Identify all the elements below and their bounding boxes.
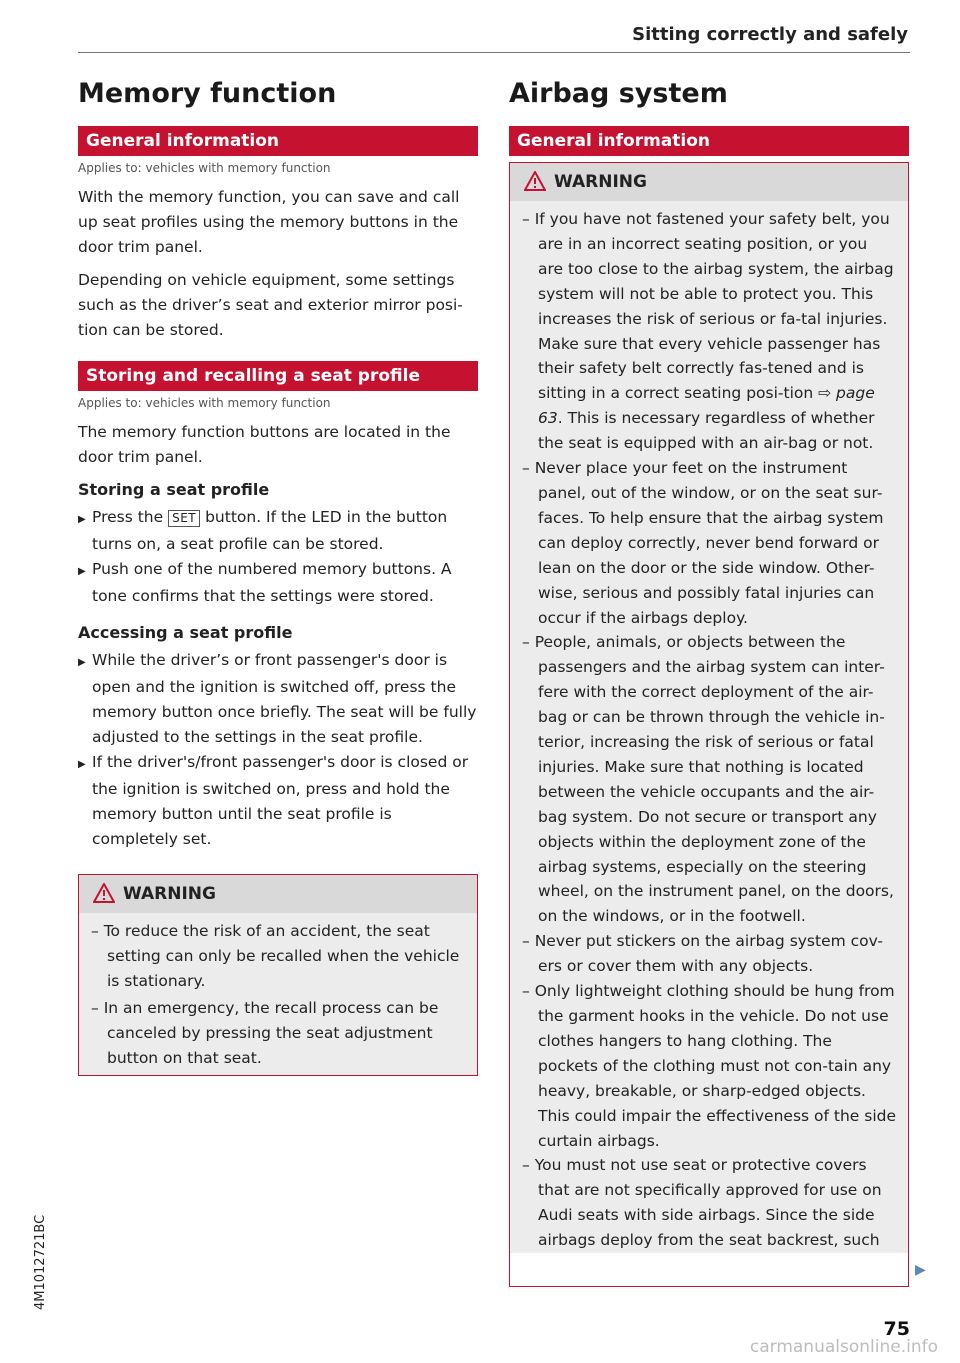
applies-to-note: Applies to: vehicles with memory function (78, 396, 331, 410)
triangle-bullet-icon: ▶ (78, 514, 86, 525)
step-text: Push one of the numbered memory buttons. A tone confirms that the settings were stored. (92, 560, 452, 605)
airbag-system-title: Airbag system (509, 78, 728, 109)
warning-label: WARNING (554, 172, 647, 192)
accessing-subheading: Accessing a seat profile (78, 623, 293, 642)
warning-text: Never place your feet on the instrument panel, out of the window, or on the seat sur-faces. To help ensure that the airbag system can deploy correctly, never bend forward or lean on the door or the side window. Other-wise, serious and possibly fatal injuries can occur if the airbags deploy. (534, 459, 884, 627)
triangle-bullet-icon: ▶ (78, 759, 86, 770)
warning-body (510, 201, 908, 1253)
side-code-text: 4M1012721BC (33, 1214, 48, 1310)
storing-subheading: Storing a seat profile (78, 480, 270, 499)
watermark: carmanualsonline.info (749, 1337, 938, 1357)
storing-recalling-heading: Storing and recalling a seat profile (78, 361, 478, 391)
triangle-bullet-icon: ▶ (78, 566, 86, 577)
triangle-bullet-icon: ▶ (78, 657, 86, 668)
warning-header (79, 875, 477, 913)
set-key: SET (168, 510, 200, 527)
warning-item: – In an emergency, the recall process can be canceled by pressing the seat adjustment button on that seat. (91, 999, 439, 1067)
memory-function-title: Memory function (78, 78, 337, 109)
warning-triangle-icon (93, 883, 115, 903)
warning-text: In an emergency, the recall process can be canceled by pressing the seat adjustment button on that seat. (103, 999, 439, 1067)
paragraph: Depending on vehicle equipment, some settings such as the driver’s seat and exterior mirror posi-tion can be stored. (78, 271, 463, 339)
warning-text: Only lightweight clothing should be hung from the garment hooks in the vehicle. Do not use clothes hangers to hang clothing. The pockets of the clothing must not con-tain any heavy, breakable, or sharp-edged objects. This could impair the effectiveness of the side curtain airbags. (534, 982, 897, 1150)
warning-item: – You must not use seat or protective covers that are not specifically approved for use on Audi seats with side airbags. Since the side airbags deploy from the seat backrest, such (522, 1156, 882, 1250)
paragraph: With the memory function, you can save and call up seat profiles using the memory buttons in the door trim panel. (78, 188, 460, 256)
warning-item: – To reduce the risk of an accident, the seat setting can only be recalled when the vehicle is stationary. (91, 922, 460, 990)
step-item (78, 648, 478, 750)
warning-text: You must not use seat or protective covers that are not specifically approved for use on Audi seats with side airbags. Since the side airbags deploy from the seat backrest, such (534, 1156, 882, 1250)
warning-item: – Never place your feet on the instrument panel, out of the window, or on the seat sur-faces. To help ensure that the airbag system can deploy correctly, never bend forward or lean on the door or the side window. Other-wise, serious and possibly fatal injuries can occur if the airbags deploy. (522, 459, 884, 627)
warning-triangle-icon (524, 171, 546, 191)
left-column (78, 70, 478, 1076)
step-text: Press the (92, 508, 164, 526)
running-header: Sitting correctly and safely (632, 24, 908, 45)
warning-box (78, 874, 478, 1076)
page-reference-link[interactable]: ⇨ page 63 (538, 384, 875, 428)
warning-text: . This is necessary regardless of whether the seat is equipped with an air-bag or not. (538, 409, 875, 453)
step-item (78, 750, 478, 852)
step-item (78, 557, 478, 609)
step-text: While the driver’s or front passenger's door is open and the ignition is switched off, press the memory button once briefly. The seat will be fully adjusted to the settings in the seat profile. (92, 651, 477, 746)
general-information-heading: General information (509, 126, 909, 156)
warning-text: Never put stickers on the airbag system cov-ers or cover them with any objects. (534, 932, 884, 976)
warning-item: – Never put stickers on the airbag system cov-ers or cover them with any objects. (522, 932, 884, 976)
page-number: 75 (883, 1318, 910, 1340)
header-rule (78, 52, 910, 53)
warning-body (79, 913, 477, 1075)
applies-to-note: Applies to: vehicles with memory function (78, 161, 331, 175)
warning-header (510, 163, 908, 201)
warning-box (509, 162, 909, 1287)
warning-item: – If you have not fastened your safety belt, you are in an incorrect seating position, or you are too close to the airbag system, the airbag system will not be able to protect you. This increases the risk of serious or fa-tal injuries. Make sure that every vehicle passenger has their safety belt correctly fas-tened and is sitting in a correct seating posi-tion ⇨ page 63. This is necessary regardless of whether the seat is equipped with an air-bag or not. (522, 210, 894, 453)
step-text: If the driver's/front passenger's door is closed or the ignition is switched on, press and hold the memory button until the seat profile is completely set. (92, 753, 469, 848)
paragraph: The memory function buttons are located in the door trim panel. (78, 423, 451, 466)
warning-text: People, animals, or objects between the passengers and the airbag system can inter-fere with the correct deployment of the air-bag or can be thrown through the vehicle in-terior, increasing the risk of serious or fatal injuries. Make sure that nothing is located between the vehicle occupants and the air-bag system. Do not secure or transport any objects within the deployment zone of the airbag systems, especially on the steering wheel, on the instrument panel, on the doors, on the windows, or in the footwell. (534, 633, 894, 926)
general-information-heading: General information (78, 126, 478, 156)
warning-label: WARNING (123, 884, 216, 904)
step-text: button. If the LED in the button turns on, a seat profile can be stored. (92, 508, 448, 553)
warning-text: If you have not fastened your safety belt, you are in an incorrect seating position, or you are too close to the airbag system, the airbag system will not be able to protect you. This increases the risk of serious or fa-tal injuries. Make sure that every vehicle passenger has their safety belt correctly fas-tened and is sitting in a correct seating posi-tion (534, 210, 894, 403)
continue-arrow-icon: ▶ (915, 1262, 926, 1278)
warning-item: – People, animals, or objects between the passengers and the airbag system can inter-fere with the correct deployment of the air-bag or can be thrown through the vehicle in-terior, increasing the risk of serious or fatal injuries. Make sure that nothing is located between the vehicle occupants and the air-bag system. Do not secure or transport any objects within the deployment zone of the airbag systems, especially on the steering wheel, on the instrument panel, on the doors, on the windows, or in the footwell. (522, 633, 894, 926)
warning-text: To reduce the risk of an accident, the seat setting can only be recalled when the vehicle is stationary. (103, 922, 460, 990)
right-column (509, 70, 909, 1287)
step-item (78, 505, 478, 557)
warning-item: – Only lightweight clothing should be hung from the garment hooks in the vehicle. Do not use clothes hangers to hang clothing. The pockets of the clothing must not con-tain any heavy, breakable, or sharp-edged objects. This could impair the effectiveness of the side curtain airbags. (522, 982, 897, 1150)
